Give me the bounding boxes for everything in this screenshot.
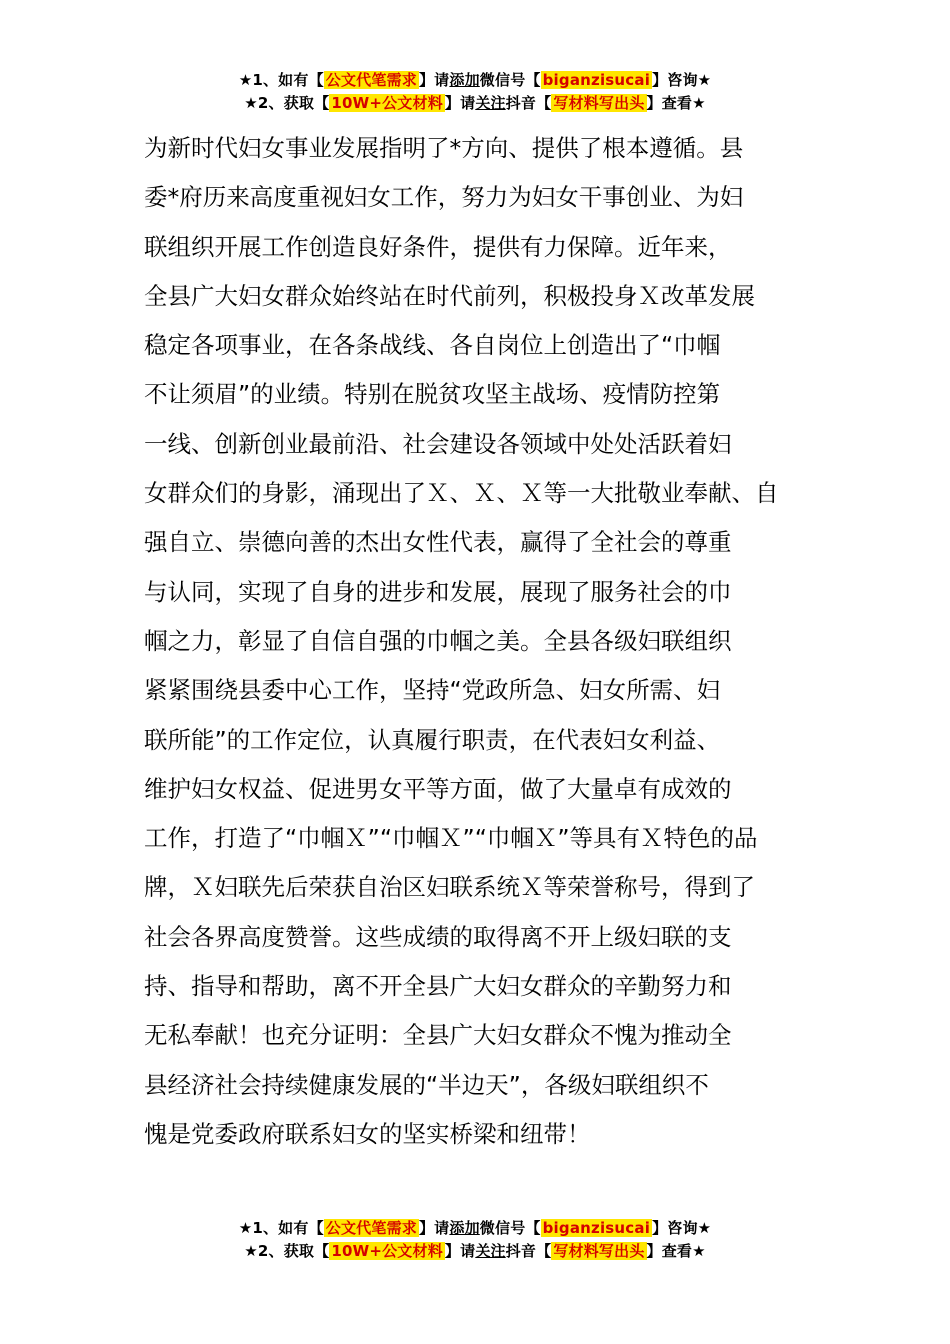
body-line: 愧是党委政府联系妇女的坚实桥梁和纽带！: [144, 1119, 591, 1148]
body-line: 为新时代妇女事业发展指明了*方向、提供了根本遵循。县: [144, 134, 744, 162]
banner-line-2: [0, 1240, 950, 1263]
banner-highlight: 公文代笔需求: [325, 71, 417, 89]
banner-text: ★1、如有【: [238, 71, 324, 89]
body-line: 维护妇女权益、促进男女平等方面，做了大量卓有成效的: [144, 774, 732, 803]
banner-highlight: biganzisucai: [542, 71, 651, 89]
banner-text: ★1、如有【: [238, 1219, 324, 1237]
body-line: 帼之力，彰显了自信自强的巾帼之美。全县各级妇联组织: [144, 626, 732, 655]
banner-text: 抖音【: [505, 1242, 552, 1260]
banner-text: 】咨询★: [652, 71, 712, 89]
banner-text: 微信号【: [479, 1219, 541, 1237]
banner-text: 】请: [418, 71, 450, 89]
banner-text: ★2、获取【: [244, 94, 330, 112]
banner-line-1: [0, 1217, 950, 1240]
body-line: 全县广大妇女群众始终站在时代前列，积极投身Ｘ改革发展: [144, 281, 755, 310]
banner-text: 】请: [444, 94, 476, 112]
banner-text: 抖音【: [505, 94, 552, 112]
banner-highlight: 10W+公文材料: [331, 94, 443, 112]
banner-highlight: 写材料写出头: [553, 1242, 645, 1260]
body-line: 县经济社会持续健康发展的“半边天”，各级妇联组织不: [144, 1070, 709, 1099]
banner-emphasis: 添加: [449, 1219, 480, 1237]
body-line: 工作，打造了“巾帼Ｘ”“巾帼Ｘ”“巾帼Ｘ”等具有Ｘ特色的品: [144, 824, 758, 853]
body-line: 社会各界高度赞誉。这些成绩的取得离不开上级妇联的支: [144, 922, 732, 951]
banner-text: ★2、获取【: [244, 1242, 330, 1260]
header-banner: [0, 69, 950, 115]
banner-emphasis: 关注: [475, 94, 506, 112]
body-line: 持、指导和帮助，离不开全县广大妇女群众的辛勤努力和: [144, 972, 732, 1001]
banner-emphasis: 关注: [475, 1242, 506, 1260]
body-line: 委*府历来高度重视妇女工作，努力为妇女干事创业、为妇: [144, 183, 744, 212]
body-line: 无私奉献！也充分证明：全县广大妇女群众不愧为推动全: [144, 1021, 732, 1050]
body-line: 牌，Ｘ妇联先后荣获自治区妇联系统Ｘ等荣誉称号，得到了: [144, 873, 755, 902]
banner-highlight: 公文代笔需求: [325, 1219, 417, 1237]
body-line: 与认同，实现了自身的进步和发展，展现了服务社会的巾: [144, 577, 732, 606]
banner-text: 】咨询★: [652, 1219, 712, 1237]
banner-text: 】查看★: [646, 94, 706, 112]
body-line: 稳定各项事业，在各条战线、各自岗位上创造出了“巾帼: [144, 331, 721, 360]
body-line: 女群众们的身影，涌现出了Ｘ、Ｘ、Ｘ等一大批敬业奉献、自: [144, 479, 779, 508]
banner-line-1: [0, 69, 950, 92]
body-line: 强自立、崇德向善的杰出女性代表，赢得了全社会的尊重: [144, 528, 732, 557]
body-line: 紧紧围绕县委中心工作，坚持“党政所急、妇女所需、妇: [144, 676, 721, 705]
footer-banner: [0, 1217, 950, 1263]
banner-highlight: biganzisucai: [542, 1219, 651, 1237]
body-line: 联所能”的工作定位，认真履行职责，在代表妇女利益、: [144, 725, 721, 754]
document-body: [144, 124, 809, 1159]
banner-text: 】请: [418, 1219, 450, 1237]
banner-text: 】请: [444, 1242, 476, 1260]
body-line: 一线、创新创业最前沿、社会建设各领域中处处活跃着妇: [144, 429, 732, 458]
body-line: 联组织开展工作创造良好条件，提供有力保障。近年来，: [144, 232, 732, 261]
banner-highlight: 写材料写出头: [553, 94, 645, 112]
body-line: 不让须眉”的业绩。特别在脱贫攻坚主战场、疫情防控第: [144, 380, 721, 409]
banner-highlight: 10W+公文材料: [331, 1242, 443, 1260]
banner-line-2: [0, 92, 950, 115]
banner-text: 】查看★: [646, 1242, 706, 1260]
banner-text: 微信号【: [479, 71, 541, 89]
banner-emphasis: 添加: [449, 71, 480, 89]
